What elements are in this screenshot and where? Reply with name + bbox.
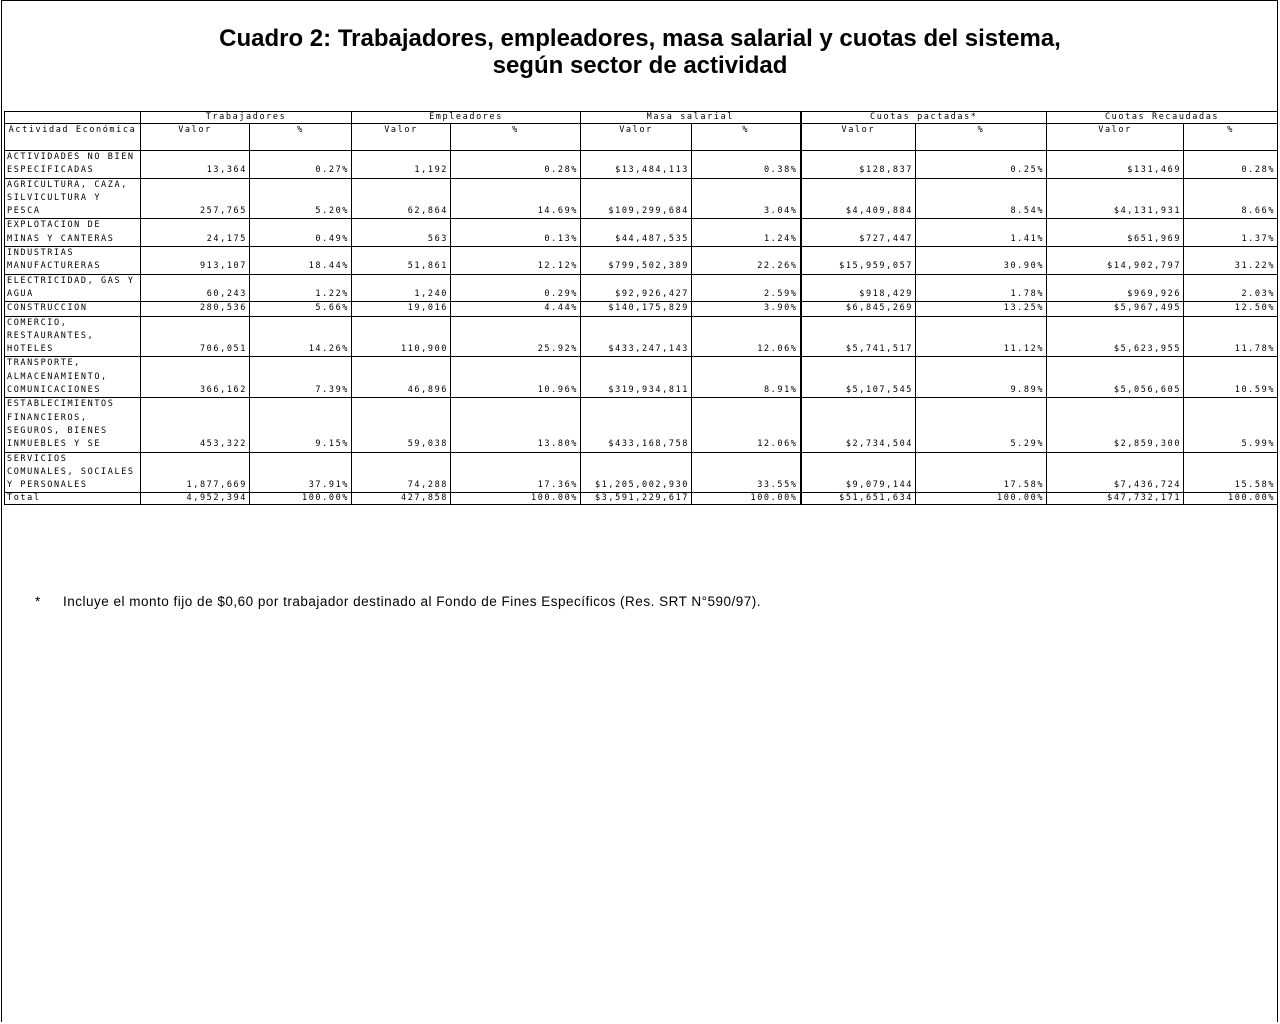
trab_v-cell: 257,765 xyxy=(141,178,250,219)
trab_v-cell: 4,952,394 xyxy=(141,493,250,505)
emp_p-cell: 0.13% xyxy=(451,219,581,247)
group-header-empleadores: Empleadores xyxy=(352,112,581,124)
page-title xyxy=(0,25,1280,79)
trab_v-cell: 706,051 xyxy=(141,316,250,357)
table-row xyxy=(5,247,1278,275)
rec_v-cell: $5,623,955 xyxy=(1047,316,1184,357)
emp_p-cell: 13.80% xyxy=(451,398,581,452)
masa_p-cell: 3.90% xyxy=(692,302,801,316)
pact_v-cell: $4,409,884 xyxy=(801,178,916,219)
header-pct: % xyxy=(692,124,801,151)
rec_p-cell: 2.03% xyxy=(1184,274,1278,302)
header-valor: Valor xyxy=(141,124,250,151)
pact_p-cell: 1.78% xyxy=(916,274,1047,302)
activity-cell: COMERCIO, RESTAURANTES, HOTELES xyxy=(5,316,141,357)
pact_p-cell: 0.25% xyxy=(916,151,1047,179)
header-valor: Valor xyxy=(801,124,916,151)
emp_p-cell: 10.96% xyxy=(451,357,581,398)
emp_v-cell: 427,858 xyxy=(352,493,451,505)
emp_p-cell: 0.29% xyxy=(451,274,581,302)
pact_v-cell: $15,959,057 xyxy=(801,247,916,275)
pact_v-cell: $9,079,144 xyxy=(801,452,916,493)
trab_v-cell: 280,536 xyxy=(141,302,250,316)
trab_v-cell: 913,107 xyxy=(141,247,250,275)
header-pct: % xyxy=(250,124,352,151)
masa_v-cell: $3,591,229,617 xyxy=(581,493,692,505)
masa_v-cell: $1,205,002,930 xyxy=(581,452,692,493)
masa_p-cell: 100.00% xyxy=(692,493,801,505)
rec_v-cell: $131,469 xyxy=(1047,151,1184,179)
total-label: Total xyxy=(5,493,141,505)
trab_v-cell: 1,877,669 xyxy=(141,452,250,493)
emp_v-cell: 110,900 xyxy=(352,316,451,357)
trab_v-cell: 453,322 xyxy=(141,398,250,452)
header-pct: % xyxy=(451,124,581,151)
rec_p-cell: 1.37% xyxy=(1184,219,1278,247)
trab_p-cell: 14.26% xyxy=(250,316,352,357)
table-row xyxy=(5,316,1278,357)
group-header-row xyxy=(5,112,1278,124)
pact_v-cell: $128,837 xyxy=(801,151,916,179)
rec_v-cell: $969,926 xyxy=(1047,274,1184,302)
header-pct: % xyxy=(916,124,1047,151)
pact_v-cell: $6,845,269 xyxy=(801,302,916,316)
activity-cell: ESTABLECIMIENTOS FINANCIEROS, SEGUROS, BIENES INMUEBLES Y SE xyxy=(5,398,141,452)
rec_v-cell: $5,056,605 xyxy=(1047,357,1184,398)
pact_p-cell: 1.41% xyxy=(916,219,1047,247)
sub-header-row xyxy=(5,124,1278,151)
masa_p-cell: 12.06% xyxy=(692,316,801,357)
masa_p-cell: 33.55% xyxy=(692,452,801,493)
activity-cell: ELECTRICIDAD, GAS Y AGUA xyxy=(5,274,141,302)
table-row xyxy=(5,219,1278,247)
masa_p-cell: 12.06% xyxy=(692,398,801,452)
table-row xyxy=(5,274,1278,302)
activity-cell: TRANSPORTE, ALMACENAMIENTO, COMUNICACIONES xyxy=(5,357,141,398)
trab_p-cell: 100.00% xyxy=(250,493,352,505)
rec_p-cell: 5.99% xyxy=(1184,398,1278,452)
header-valor: Valor xyxy=(581,124,692,151)
rec_p-cell: 31.22% xyxy=(1184,247,1278,275)
emp_p-cell: 12.12% xyxy=(451,247,581,275)
title-line-2: según sector de actividad xyxy=(492,52,788,79)
pact_v-cell: $51,651,634 xyxy=(801,493,916,505)
trab_v-cell: 24,175 xyxy=(141,219,250,247)
activity-cell: INDUSTRIAS MANUFACTURERAS xyxy=(5,247,141,275)
emp_p-cell: 4.44% xyxy=(451,302,581,316)
table-row xyxy=(5,398,1278,452)
activity-cell: EXPLOTACION DE MINAS Y CANTERAS xyxy=(5,219,141,247)
activity-cell: AGRICULTURA, CAZA, SILVICULTURA Y PESCA xyxy=(5,178,141,219)
rec_v-cell: $2,859,300 xyxy=(1047,398,1184,452)
emp_p-cell: 0.28% xyxy=(451,151,581,179)
rec_v-cell: $47,732,171 xyxy=(1047,493,1184,505)
rec_p-cell: 10.59% xyxy=(1184,357,1278,398)
footnote-mark: * xyxy=(35,594,41,609)
header-pct: % xyxy=(1184,124,1278,151)
trab_v-cell: 60,243 xyxy=(141,274,250,302)
table-row xyxy=(5,302,1278,316)
emp_p-cell: 100.00% xyxy=(451,493,581,505)
pact_p-cell: 5.29% xyxy=(916,398,1047,452)
emp_v-cell: 1,240 xyxy=(352,274,451,302)
rec_v-cell: $7,436,724 xyxy=(1047,452,1184,493)
trab_p-cell: 18.44% xyxy=(250,247,352,275)
masa_v-cell: $433,168,758 xyxy=(581,398,692,452)
activity-cell: CONSTRUCCION xyxy=(5,302,141,316)
pact_v-cell: $5,107,545 xyxy=(801,357,916,398)
pact_p-cell: 100.00% xyxy=(916,493,1047,505)
rec_p-cell: 12.50% xyxy=(1184,302,1278,316)
pact_v-cell: $727,447 xyxy=(801,219,916,247)
group-header-blank xyxy=(5,112,141,124)
pact_p-cell: 8.54% xyxy=(916,178,1047,219)
footnote xyxy=(35,594,761,609)
trab_p-cell: 9.15% xyxy=(250,398,352,452)
pact_p-cell: 9.89% xyxy=(916,357,1047,398)
rec_v-cell: $4,131,931 xyxy=(1047,178,1184,219)
masa_v-cell: $433,247,143 xyxy=(581,316,692,357)
masa_v-cell: $44,487,535 xyxy=(581,219,692,247)
masa_p-cell: 22.26% xyxy=(692,247,801,275)
masa_p-cell: 8.91% xyxy=(692,357,801,398)
trab_p-cell: 5.20% xyxy=(250,178,352,219)
header-actividad: Actividad Económica xyxy=(5,124,141,151)
emp_p-cell: 14.69% xyxy=(451,178,581,219)
rec_p-cell: 11.78% xyxy=(1184,316,1278,357)
total-row xyxy=(5,493,1278,505)
masa_v-cell: $13,484,113 xyxy=(581,151,692,179)
activity-cell: ACTIVIDADES NO BIEN ESPECIFICADAS xyxy=(5,151,141,179)
group-header-cuotas-pactadas: Cuotas pactadas* xyxy=(801,112,1047,124)
pact_v-cell: $5,741,517 xyxy=(801,316,916,357)
trab_p-cell: 0.27% xyxy=(250,151,352,179)
trab_p-cell: 7.39% xyxy=(250,357,352,398)
table-body xyxy=(5,151,1278,505)
table-row xyxy=(5,357,1278,398)
table-row xyxy=(5,452,1278,493)
emp_v-cell: 19,016 xyxy=(352,302,451,316)
trab_p-cell: 5.66% xyxy=(250,302,352,316)
emp_v-cell: 51,861 xyxy=(352,247,451,275)
data-table xyxy=(4,111,1278,505)
masa_p-cell: 1.24% xyxy=(692,219,801,247)
trab_p-cell: 1.22% xyxy=(250,274,352,302)
pact_v-cell: $2,734,504 xyxy=(801,398,916,452)
trab_v-cell: 366,162 xyxy=(141,357,250,398)
table-row xyxy=(5,178,1278,219)
group-header-cuotas-recaudadas: Cuotas Recaudadas xyxy=(1047,112,1278,124)
header-valor: Valor xyxy=(1047,124,1184,151)
activity-cell: SERVICIOS COMUNALES, SOCIALES Y PERSONALES xyxy=(5,452,141,493)
rec_p-cell: 15.58% xyxy=(1184,452,1278,493)
emp_v-cell: 1,192 xyxy=(352,151,451,179)
masa_v-cell: $140,175,829 xyxy=(581,302,692,316)
trab_p-cell: 0.49% xyxy=(250,219,352,247)
pact_p-cell: 30.90% xyxy=(916,247,1047,275)
masa_p-cell: 3.04% xyxy=(692,178,801,219)
rec_v-cell: $14,902,797 xyxy=(1047,247,1184,275)
rec_v-cell: $5,967,495 xyxy=(1047,302,1184,316)
title-line-1: Cuadro 2: Trabajadores, empleadores, masa salarial y cuotas del sistema, xyxy=(219,25,1061,52)
masa_v-cell: $799,502,389 xyxy=(581,247,692,275)
masa_v-cell: $319,934,811 xyxy=(581,357,692,398)
emp_v-cell: 74,288 xyxy=(352,452,451,493)
masa_p-cell: 2.59% xyxy=(692,274,801,302)
pact_p-cell: 13.25% xyxy=(916,302,1047,316)
group-header-trabajadores: Trabajadores xyxy=(141,112,352,124)
emp_v-cell: 563 xyxy=(352,219,451,247)
trab_p-cell: 37.91% xyxy=(250,452,352,493)
footnote-text: Incluye el monto fijo de $0,60 por trabajador destinado al Fondo de Fines Específicos (Res. SRT N°590/97). xyxy=(63,594,762,609)
header-valor: Valor xyxy=(352,124,451,151)
rec_p-cell: 8.66% xyxy=(1184,178,1278,219)
table-row xyxy=(5,151,1278,179)
masa_p-cell: 0.38% xyxy=(692,151,801,179)
emp_p-cell: 17.36% xyxy=(451,452,581,493)
rec_p-cell: 100.00% xyxy=(1184,493,1278,505)
emp_v-cell: 62,864 xyxy=(352,178,451,219)
trab_v-cell: 13,364 xyxy=(141,151,250,179)
pact_p-cell: 17.58% xyxy=(916,452,1047,493)
masa_v-cell: $109,299,684 xyxy=(581,178,692,219)
group-header-masa-salarial: Masa salarial xyxy=(581,112,801,124)
emp_p-cell: 25.92% xyxy=(451,316,581,357)
pact_v-cell: $918,429 xyxy=(801,274,916,302)
emp_v-cell: 46,896 xyxy=(352,357,451,398)
rec_p-cell: 0.28% xyxy=(1184,151,1278,179)
pact_p-cell: 11.12% xyxy=(916,316,1047,357)
masa_v-cell: $92,926,427 xyxy=(581,274,692,302)
emp_v-cell: 59,038 xyxy=(352,398,451,452)
rec_v-cell: $651,969 xyxy=(1047,219,1184,247)
